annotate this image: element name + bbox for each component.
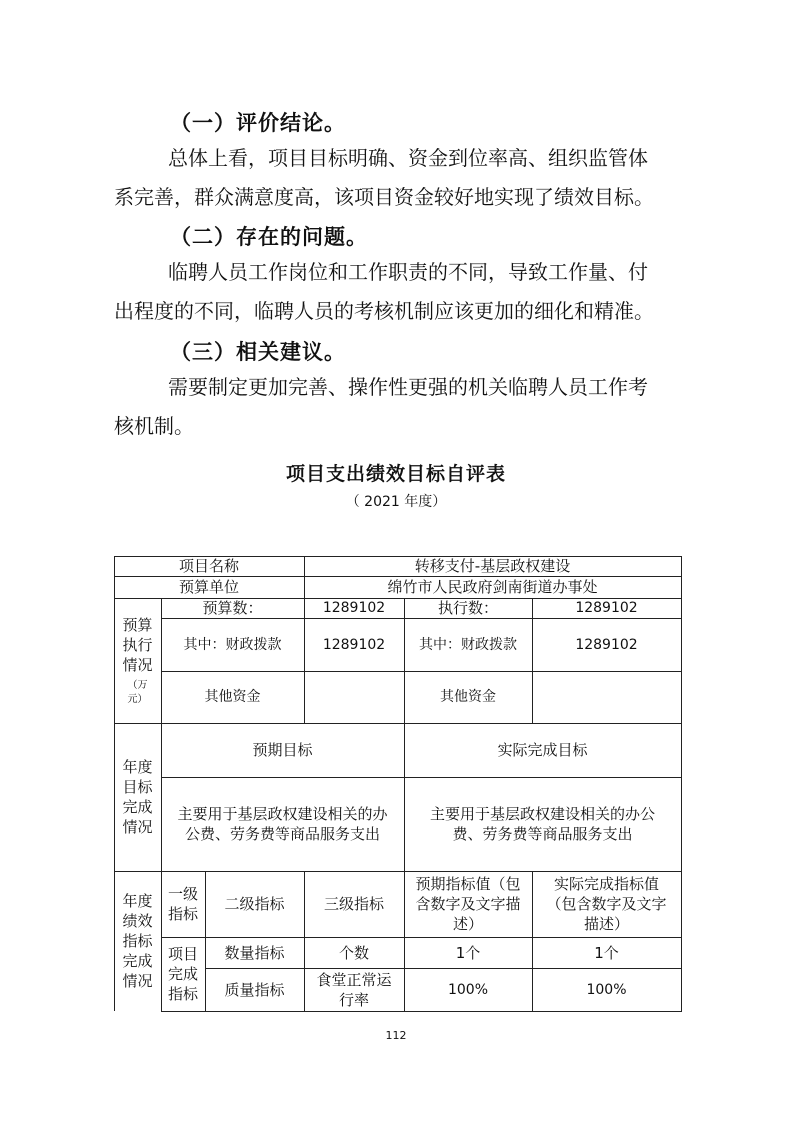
indicator-row-level2: 数量指标: [224, 943, 285, 962]
fiscal-appropriation-label: 其中：财政拨款: [183, 636, 282, 653]
executed-amount-label: 执行数：: [437, 599, 498, 617]
label-line: 年度: [122, 758, 153, 776]
header-line: 实际完成指标值: [553, 875, 659, 893]
value-line: 食堂正常运: [316, 970, 392, 989]
budget-amount-value: 1289102: [322, 600, 386, 616]
other-funds-budget-value: [304, 671, 404, 723]
project-name-value: 转移支付-基层政权建设: [414, 557, 571, 575]
expected-value-header: [404, 871, 532, 937]
paragraph-line: 核机制。: [114, 414, 194, 438]
label-line: 情况: [122, 972, 153, 990]
level1-indicator-value: [161, 937, 205, 1011]
indicator-row-actual: 1个: [594, 943, 619, 962]
actual-goal-text: [404, 777, 681, 871]
text-line: 主要用于基层政权建设相关的办: [177, 805, 388, 823]
paragraph-line: 出程度的不同，临聘人员的考核机制应该更加的细化和精准。: [114, 299, 654, 323]
section-heading-conclusion: （一）评价结论。: [170, 110, 346, 135]
header-line: 一级: [167, 885, 198, 903]
value-line: 项目: [167, 945, 198, 963]
label-line: 目标: [122, 778, 153, 796]
header-line: 预期指标值（包: [415, 875, 521, 893]
table-year: （ 2021 年度）: [345, 494, 447, 510]
indicator-row-expected: 1个: [455, 943, 481, 962]
executed-amount-value: 1289102: [575, 600, 638, 616]
text-line: 公费、劳务费等商品服务支出: [184, 825, 380, 843]
fiscal-exec-label: 其中：财政拨款: [419, 636, 517, 653]
paragraph-line: 总体上看，项目目标明确、资金到位率高、组织监管体: [168, 146, 648, 170]
indicator-row-expected: 100%: [447, 981, 489, 998]
paragraph-line: 临聘人员工作岗位和工作职责的不同，导致工作量、付: [168, 260, 648, 284]
label-line: 指标: [122, 932, 153, 950]
header-line: （包含数字及文字: [546, 895, 667, 913]
fiscal-exec-value: 1289102: [575, 636, 638, 653]
label-line: 绩效: [122, 912, 153, 930]
label-line: 情况: [122, 655, 153, 674]
indicator-row-level3: 个数: [338, 943, 369, 962]
value-line: 指标: [167, 985, 198, 1003]
section-heading-suggestions: （三）相关建议。: [170, 339, 346, 364]
budget-unit-value: 绵竹市人民政府剑南街道办事处: [387, 578, 598, 596]
unit-line: （万: [127, 679, 148, 691]
value-line: 完成: [167, 965, 198, 983]
budget-amount-label: 预算数：: [202, 599, 263, 617]
level1-indicator-header: [161, 871, 205, 937]
section-paragraph-suggestions: [114, 368, 684, 446]
unit-line: 元）: [127, 693, 148, 705]
page-number: 112: [385, 1029, 407, 1042]
section-heading-problems: （二）存在的问题。: [170, 224, 368, 249]
actual-value-header: [532, 871, 681, 937]
indicator-row-level3: [304, 968, 404, 1011]
paragraph-line: 系完善，群众满意度高，该项目资金较好地实现了绩效目标。: [114, 185, 654, 209]
budget-exec-label: [114, 598, 161, 723]
header-line: 指标: [167, 905, 198, 923]
header-line: 述）: [452, 915, 483, 933]
expected-goal-header: 预期目标: [252, 741, 313, 759]
label-line: 预算: [122, 615, 153, 634]
section-paragraph-conclusion: [114, 139, 684, 217]
fiscal-budget-value: 1289102: [322, 636, 386, 653]
table-title: 项目支出绩效目标自评表: [285, 463, 506, 485]
expected-goal-text: [161, 777, 404, 871]
actual-goal-header: 实际完成目标: [497, 741, 588, 759]
project-name-label: 项目名称: [178, 557, 239, 575]
annual-goal-label: [114, 723, 161, 871]
paragraph-line: 需要制定更加完善、操作性更强的机关临聘人员工作考: [168, 375, 648, 399]
header-line: 含数字及文字描: [415, 895, 521, 913]
header-line: 描述）: [583, 915, 629, 933]
other-funds-exec-label: 其他资金: [440, 689, 496, 705]
label-line: 完成: [122, 798, 153, 816]
value-line: 行率: [338, 990, 369, 1009]
text-line: 费、劳务费等商品服务支出: [452, 825, 633, 843]
indicators-label: [114, 871, 161, 1011]
label-line: 情况: [122, 818, 153, 836]
indicator-row-actual: 100%: [586, 981, 627, 998]
budget-unit-label: 预算单位: [178, 578, 239, 596]
text-line: 主要用于基层政权建设相关的办公: [429, 805, 655, 823]
label-line: 完成: [122, 952, 153, 970]
other-funds-label: 其他资金: [204, 689, 261, 705]
level3-indicator-header: 三级指标: [323, 895, 384, 913]
other-funds-exec-value: [532, 671, 681, 723]
label-line: 执行: [122, 635, 153, 654]
section-paragraph-problems: [114, 253, 684, 331]
indicator-row-level2: 质量指标: [224, 980, 285, 999]
level2-indicator-header: 二级指标: [224, 895, 285, 913]
label-line: 年度: [122, 892, 153, 910]
